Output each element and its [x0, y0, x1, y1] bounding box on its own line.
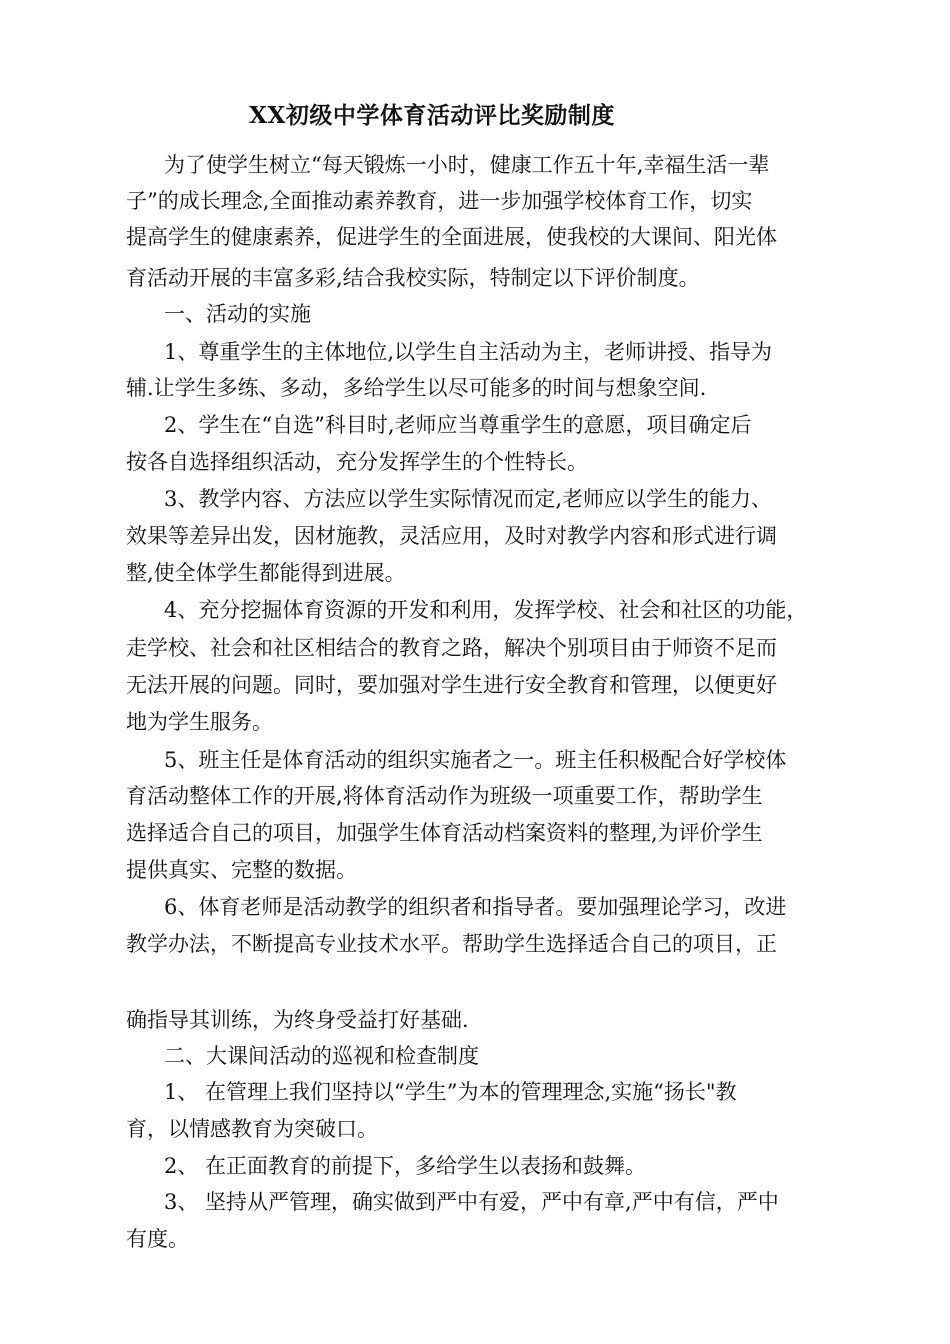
section-heading: 一、活动的实施: [164, 302, 311, 326]
text-line: 4、充分挖掘体育资源的开发和利用，发挥学校、社会和社区的功能，: [164, 598, 808, 622]
text-line: 1、尊重学生的主体地位,以学生自主活动为主，老师讲授、指导为: [164, 340, 773, 364]
text-line: 按各自选择组织活动，充分发挥学生的个性特长。: [126, 450, 588, 474]
text-line: 育活动整体工作的开展,将体育活动作为班级一项重要工作，帮助学生: [126, 784, 763, 808]
text-line: 1、 在管理上我们坚持以“学生”为本的管理理念,实施“扬长"教: [164, 1080, 737, 1104]
text-line: 无法开展的问题。同时，要加强对学生进行安全教育和管理，以便更好: [126, 673, 777, 697]
text-line: 育活动开展的丰富多彩,结合我校实际，特制定以下评价制度。: [126, 266, 700, 290]
text-line: 6、体育老师是活动教学的组织者和指导者。要加强理论学习，改进: [164, 895, 787, 919]
text-line: 3、教学内容、方法应以学生实际情况而定,老师应以学生的能力、: [164, 487, 773, 511]
text-line: 整,使全体学生都能得到进展。: [126, 561, 406, 585]
text-line: 3、 坚持从严管理，确实做到严中有爱，严中有章,严中有信，严中: [164, 1190, 779, 1214]
text-line: 为了使学生树立“每天锻炼一小时，健康工作五十年,幸福生活一辈: [164, 153, 770, 177]
text-line: 提供真实、完整的数据。: [126, 858, 357, 882]
text-line: 效果等差异出发，因材施教，灵活应用，及时对教学内容和形式进行调: [126, 524, 777, 548]
text-line: 2、学生在“自选”科目时,老师应当尊重学生的意愿，项目确定后: [164, 413, 752, 437]
document-title: XX初级中学体育活动评比奖励制度: [249, 102, 615, 129]
section-heading: 二、大课间活动的巡视和检查制度: [164, 1044, 479, 1068]
text-line: 确指导其训练，为终身受益打好基础.: [126, 1008, 469, 1032]
text-line: 2、 在正面教育的前提下，多给学生以表扬和鼓舞。: [164, 1154, 647, 1178]
text-line: 5、班主任是体育活动的组织实施者之一。班主任积极配合好学校体: [164, 748, 787, 772]
text-line: 走学校、社会和社区相结合的教育之路，解决个别项目由于师资不足而: [126, 636, 777, 660]
text-line: 辅.让学生多练、多动，多给学生以尽可能多的时间与想象空间.: [126, 376, 707, 400]
text-line: 子”的成长理念,全面推动素养教育，进一步加强学校体育工作，切实: [126, 189, 753, 213]
text-line: 地为学生服务。: [126, 710, 273, 734]
text-line: 提高学生的健康素养，促进学生的全面进展，使我校的大课间、阳光体: [126, 225, 777, 249]
text-line: 教学办法，不断提高专业技术水平。帮助学生选择适合自己的项目，正: [126, 932, 777, 956]
text-line: 有度。: [126, 1227, 189, 1251]
text-line: 选择适合自己的项目，加强学生体育活动档案资料的整理,为评价学生: [126, 821, 763, 845]
text-line: 育，以情感教育为突破口。: [126, 1117, 378, 1141]
